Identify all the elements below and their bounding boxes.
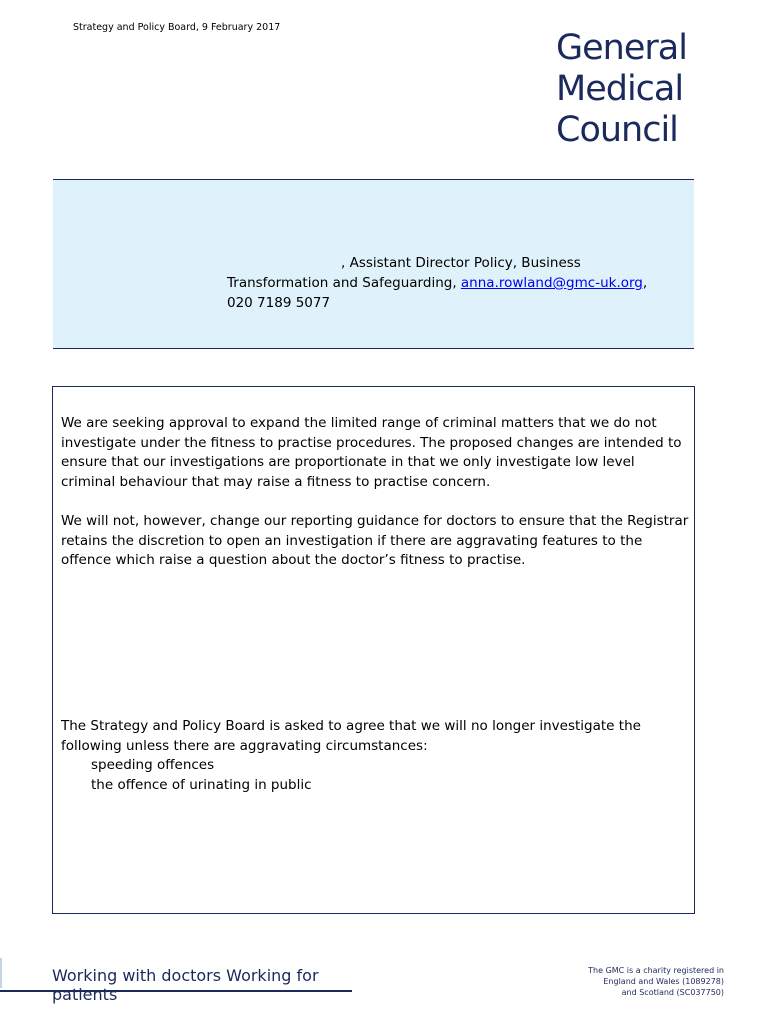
contact-phone: 020 7189 5077 xyxy=(227,295,331,311)
charity-line-2: England and Wales (1089278) xyxy=(603,977,724,986)
logo-line-general: General xyxy=(556,28,687,68)
gmc-logo xyxy=(556,28,687,151)
contact-department: Transformation and Safeguarding, xyxy=(227,275,461,291)
list-item: speeding offences xyxy=(91,757,215,773)
charity-line-3: and Scotland (SC037750) xyxy=(621,988,724,997)
footer-tagline-bar xyxy=(0,964,352,1004)
summary-paragraph-2: We will not, however, change our reporting guidance for doctors to ensure that the Registrar retains the discretion to open an investigation if there are aggravating features to the offence which raise a question about the doctor’s fitness to practise. xyxy=(61,513,689,568)
recommendation-list xyxy=(91,756,312,795)
charity-notice xyxy=(588,965,724,998)
footer-tagline: Working with doctors Working for patients xyxy=(52,966,319,1004)
recommendation-paragraph: The Strategy and Policy Board is asked to agree that we will no longer investigate the following unless there are aggravating circumstances: xyxy=(61,718,641,754)
contact-role: , Assistant Director Policy, Business xyxy=(341,255,581,271)
contact-box xyxy=(53,179,694,349)
charity-line-1: The GMC is a charity registered in xyxy=(588,966,724,975)
logo-line-medical: Medical xyxy=(556,69,684,109)
summary-paragraph-1: We are seeking approval to expand the limited range of criminal matters that we do not investigate under the fitness to practise procedures. The proposed changes are intended to ensure that our investigations are proportionate in that we only investigate low level criminal behaviour that may raise a fitness to practise concern. xyxy=(61,415,682,490)
summary-box xyxy=(52,386,695,914)
board-meeting-date: Strategy and Policy Board, 9 February 2017 xyxy=(73,22,281,33)
contact-details xyxy=(227,253,677,313)
contact-comma: , xyxy=(642,275,648,291)
logo-line-council: Council xyxy=(556,110,678,150)
contact-email-link[interactable]: anna.rowland@gmc-uk.org xyxy=(460,275,643,291)
list-item: the offence of urinating in public xyxy=(91,776,312,793)
